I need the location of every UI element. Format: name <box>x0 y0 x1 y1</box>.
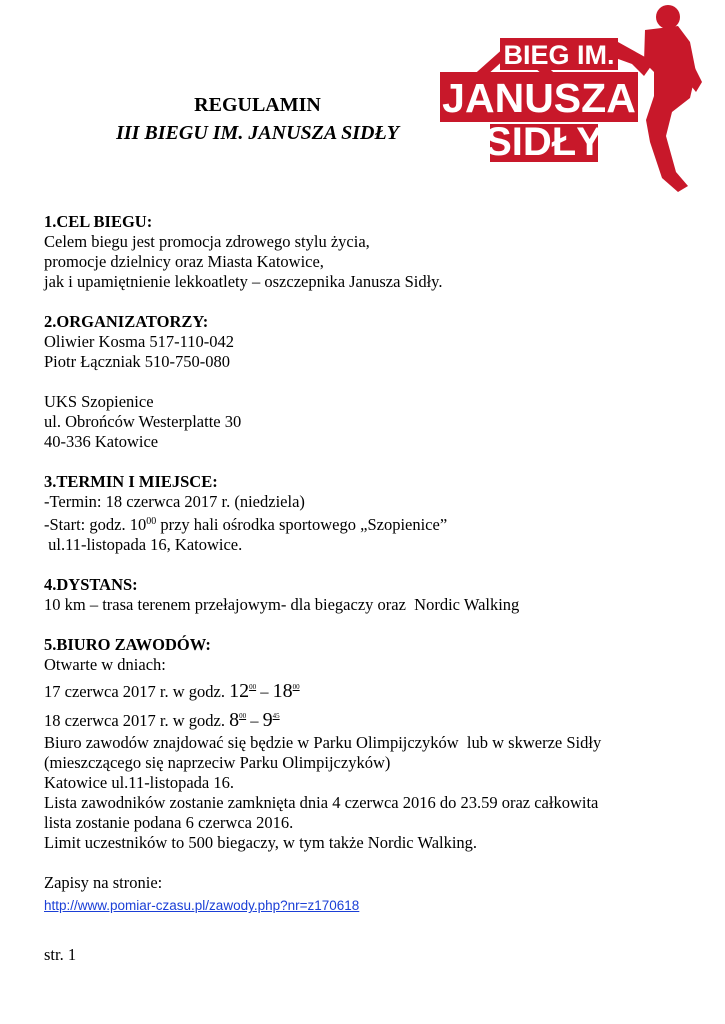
title-line-1: REGULAMIN <box>194 94 321 116</box>
text-line: ul. Obrońców Westerplatte 30 <box>44 412 242 431</box>
zapisy-label: Zapisy na stronie: <box>44 873 163 892</box>
logo-line-2: JANUSZA <box>442 75 636 121</box>
document-title <box>100 91 415 147</box>
document-body <box>44 212 694 916</box>
text-line: jak i upamiętnienie lekkoatlety – oszczepnika Janusza Sidły. <box>44 272 443 291</box>
text-line: Otwarte w dniach: <box>44 655 166 674</box>
section-heading-cel: 1.CEL BIEGU: <box>44 212 153 231</box>
title-line-2: III BIEGU IM. JANUSZA SIDŁY <box>116 122 399 144</box>
logo-line-3: SIDŁY <box>485 120 603 164</box>
page-number: str. 1 <box>44 945 77 964</box>
text-line: lista zostanie podana 6 czerwca 2016. <box>44 813 294 832</box>
text-line: UKS Szopienice <box>44 392 154 411</box>
text-line: Katowice ul.11-listopada 16. <box>44 773 235 792</box>
logo-line-1: BIEG IM. <box>503 40 615 70</box>
text-line: (mieszczącego się naprzeciw Parku Olimpijczyków) <box>44 753 391 772</box>
text-line: Limit uczestników to 500 biegaczy, w tym także Nordic Walking. <box>44 833 478 852</box>
registration-link[interactable]: http://www.pomiar-czasu.pl/zawody.php?nr=z170618 <box>44 898 360 913</box>
text-line: 10 km – trasa terenem przełajowym- dla biegaczy oraz Nordic Walking <box>44 595 520 614</box>
text-line: Oliwier Kosma 517-110-042 <box>44 332 235 351</box>
bieg-logo <box>440 2 702 194</box>
section-heading-termin: 3.TERMIN I MIEJSCE: <box>44 472 218 491</box>
start-line: -Start: godz. $10^{00}$ przy hali ośrodka sportowego „Szopienice” <box>44 515 448 534</box>
hours-day-2: 18 czerwca 2017 r. w godz. $8^{00} - 9^{45}$ <box>44 709 280 731</box>
text-line: Celem biegu jest promocja zdrowego stylu życia, <box>44 232 370 251</box>
section-heading-organizatorzy: 2.ORGANIZATORZY: <box>44 312 209 331</box>
text-line: Lista zawodników zostanie zamknięta dnia 4 czerwca 2016 do 23.59 oraz całkowita <box>44 793 599 812</box>
text-line: 40-336 Katowice <box>44 432 159 451</box>
text-line: -Termin: 18 czerwca 2017 r. (niedziela) <box>44 492 305 511</box>
section-heading-dystans: 4.DYSTANS: <box>44 575 138 594</box>
text-line: Piotr Łączniak 510-750-080 <box>44 352 231 371</box>
hours-day-1: 17 czerwca 2017 r. w godz. $12^{00} - 18^{00}$ <box>44 680 300 702</box>
text-line: Biuro zawodów znajdować się będzie w Parku Olimpijczyków lub w skwerze Sidły <box>44 733 602 752</box>
section-heading-biuro: 5.BIURO ZAWODÓW: <box>44 635 211 654</box>
text-line: ul.11-listopada 16, Katowice. <box>44 535 243 554</box>
text-line: promocje dzielnicy oraz Miasta Katowice, <box>44 252 324 271</box>
